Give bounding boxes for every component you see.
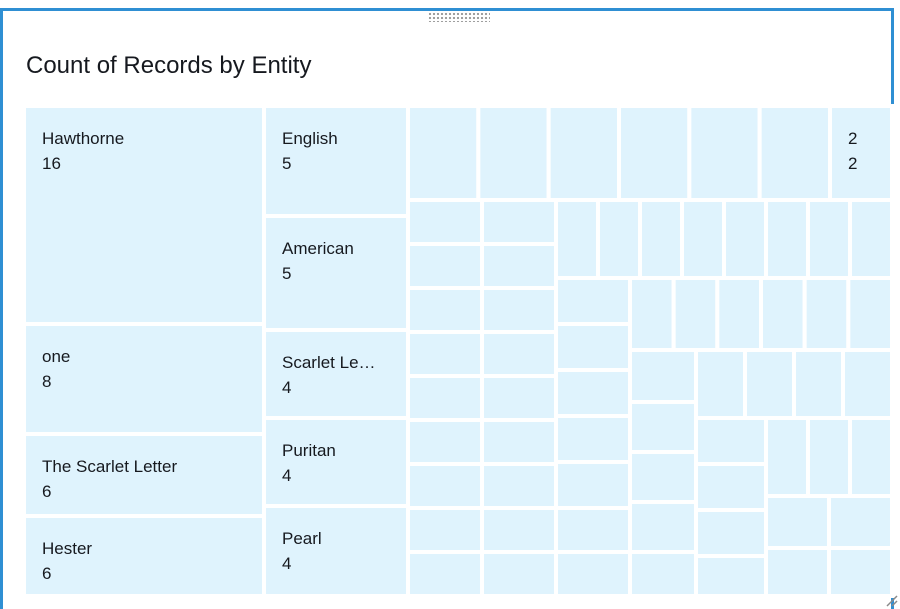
treemap-cell-unlabeled[interactable] [482, 332, 556, 376]
treemap-cell-unlabeled[interactable] [556, 200, 598, 278]
treemap-cell-unlabeled[interactable] [808, 418, 850, 496]
treemap-cell[interactable] [264, 330, 408, 418]
cell-value: 4 [282, 554, 292, 573]
cell-value: 4 [282, 466, 292, 485]
cell-label: English [282, 129, 338, 148]
treemap-cell-unlabeled[interactable] [408, 288, 482, 332]
treemap-cell-unlabeled[interactable] [850, 418, 892, 496]
treemap-cell-unlabeled[interactable] [630, 278, 674, 350]
treemap-cell-unlabeled[interactable] [766, 548, 829, 596]
cell-label: Puritan [282, 441, 336, 460]
treemap-cell-unlabeled[interactable] [805, 278, 849, 350]
treemap-cell-unlabeled[interactable] [761, 278, 805, 350]
treemap-cell-unlabeled[interactable] [630, 552, 696, 596]
treemap-cell-unlabeled[interactable] [556, 324, 630, 370]
treemap-cell[interactable] [24, 324, 264, 434]
treemap-cell-unlabeled[interactable] [745, 350, 794, 418]
treemap-cell-unlabeled[interactable] [696, 464, 766, 510]
cell-label: The Scarlet Letter [42, 457, 178, 476]
cell-value: 2 [848, 154, 858, 173]
treemap-cell-unlabeled[interactable] [408, 244, 482, 288]
cell-value: 6 [42, 564, 52, 583]
treemap-cell-unlabeled[interactable] [482, 552, 556, 596]
treemap-cell[interactable] [264, 418, 408, 506]
cell-label: one [42, 347, 71, 366]
treemap-cell-unlabeled[interactable] [556, 552, 630, 596]
cell-value: 4 [282, 378, 292, 397]
treemap-cell-unlabeled[interactable] [829, 548, 892, 596]
cell-label: 2 [848, 129, 858, 148]
treemap-cell-unlabeled[interactable] [630, 502, 696, 552]
treemap-cell-unlabeled[interactable] [482, 508, 556, 552]
cell-value: 8 [42, 372, 52, 391]
treemap-cell-unlabeled[interactable] [724, 200, 766, 278]
treemap-cell-unlabeled[interactable] [696, 510, 766, 556]
treemap-cell-unlabeled[interactable] [408, 464, 482, 508]
treemap-cell-unlabeled[interactable] [794, 350, 843, 418]
treemap-cell-unlabeled[interactable] [696, 350, 745, 418]
treemap-cell-unlabeled[interactable] [689, 106, 759, 200]
cell-label: Hester [42, 539, 93, 558]
cell-value: 5 [282, 264, 292, 283]
treemap-cell[interactable] [264, 506, 408, 596]
treemap-cell-unlabeled[interactable] [850, 200, 892, 278]
treemap-cell-unlabeled[interactable] [843, 350, 892, 418]
cell-label: Hawthorne [42, 129, 125, 148]
treemap-cell-unlabeled[interactable] [482, 200, 556, 244]
treemap-cell-unlabeled[interactable] [829, 496, 892, 548]
treemap-cell-unlabeled[interactable] [682, 200, 724, 278]
treemap-cell-unlabeled[interactable] [696, 556, 766, 596]
treemap-cell-unlabeled[interactable] [408, 552, 482, 596]
treemap-cell-unlabeled[interactable] [619, 106, 689, 200]
cell-value: 5 [282, 154, 292, 173]
treemap-cell-unlabeled[interactable] [630, 452, 696, 502]
chart-title: Count of Records by Entity [26, 52, 312, 79]
treemap-cell-unlabeled[interactable] [408, 332, 482, 376]
treemap-cell-unlabeled[interactable] [408, 420, 482, 464]
treemap-cell-unlabeled[interactable] [674, 278, 718, 350]
treemap-cell-unlabeled[interactable] [408, 200, 482, 244]
treemap-cell-unlabeled[interactable] [478, 106, 548, 200]
treemap-cell-unlabeled[interactable] [598, 200, 640, 278]
treemap-cell-unlabeled[interactable] [808, 200, 850, 278]
cell-label: American [282, 239, 354, 258]
treemap-cell-unlabeled[interactable] [696, 418, 766, 464]
treemap-cell-unlabeled[interactable] [556, 416, 630, 462]
treemap-cell-unlabeled[interactable] [556, 370, 630, 416]
treemap-cell-unlabeled[interactable] [766, 496, 829, 548]
treemap-cell-unlabeled[interactable] [556, 278, 630, 324]
treemap-cell-unlabeled[interactable] [549, 106, 619, 200]
resize-corner-icon[interactable] [884, 593, 898, 607]
treemap-cell-unlabeled[interactable] [482, 244, 556, 288]
treemap-cell-unlabeled[interactable] [408, 106, 478, 200]
cell-label: Pearl [282, 529, 322, 548]
treemap-cell-unlabeled[interactable] [717, 278, 761, 350]
treemap-cell-unlabeled[interactable] [408, 508, 482, 552]
treemap-cell-unlabeled[interactable] [848, 278, 892, 350]
cell-value: 16 [42, 154, 61, 173]
cell-label: Scarlet Le… [282, 353, 376, 372]
cell-value: 6 [42, 482, 52, 501]
treemap-cell-unlabeled[interactable] [630, 350, 696, 402]
treemap-cell-unlabeled[interactable] [630, 402, 696, 452]
treemap-cell-unlabeled[interactable] [556, 462, 630, 508]
treemap-cell-unlabeled[interactable] [766, 200, 808, 278]
treemap-cell-unlabeled[interactable] [766, 418, 808, 496]
treemap-cell-unlabeled[interactable] [640, 200, 682, 278]
treemap-cell-unlabeled[interactable] [760, 106, 830, 200]
treemap-cell-unlabeled[interactable] [408, 376, 482, 420]
treemap-cell-unlabeled[interactable] [482, 376, 556, 420]
treemap-cell-unlabeled[interactable] [482, 464, 556, 508]
treemap-cell[interactable] [830, 106, 892, 200]
treemap-cell-unlabeled[interactable] [482, 420, 556, 464]
treemap-cell-unlabeled[interactable] [556, 508, 630, 552]
treemap-cell-unlabeled[interactable] [482, 288, 556, 332]
